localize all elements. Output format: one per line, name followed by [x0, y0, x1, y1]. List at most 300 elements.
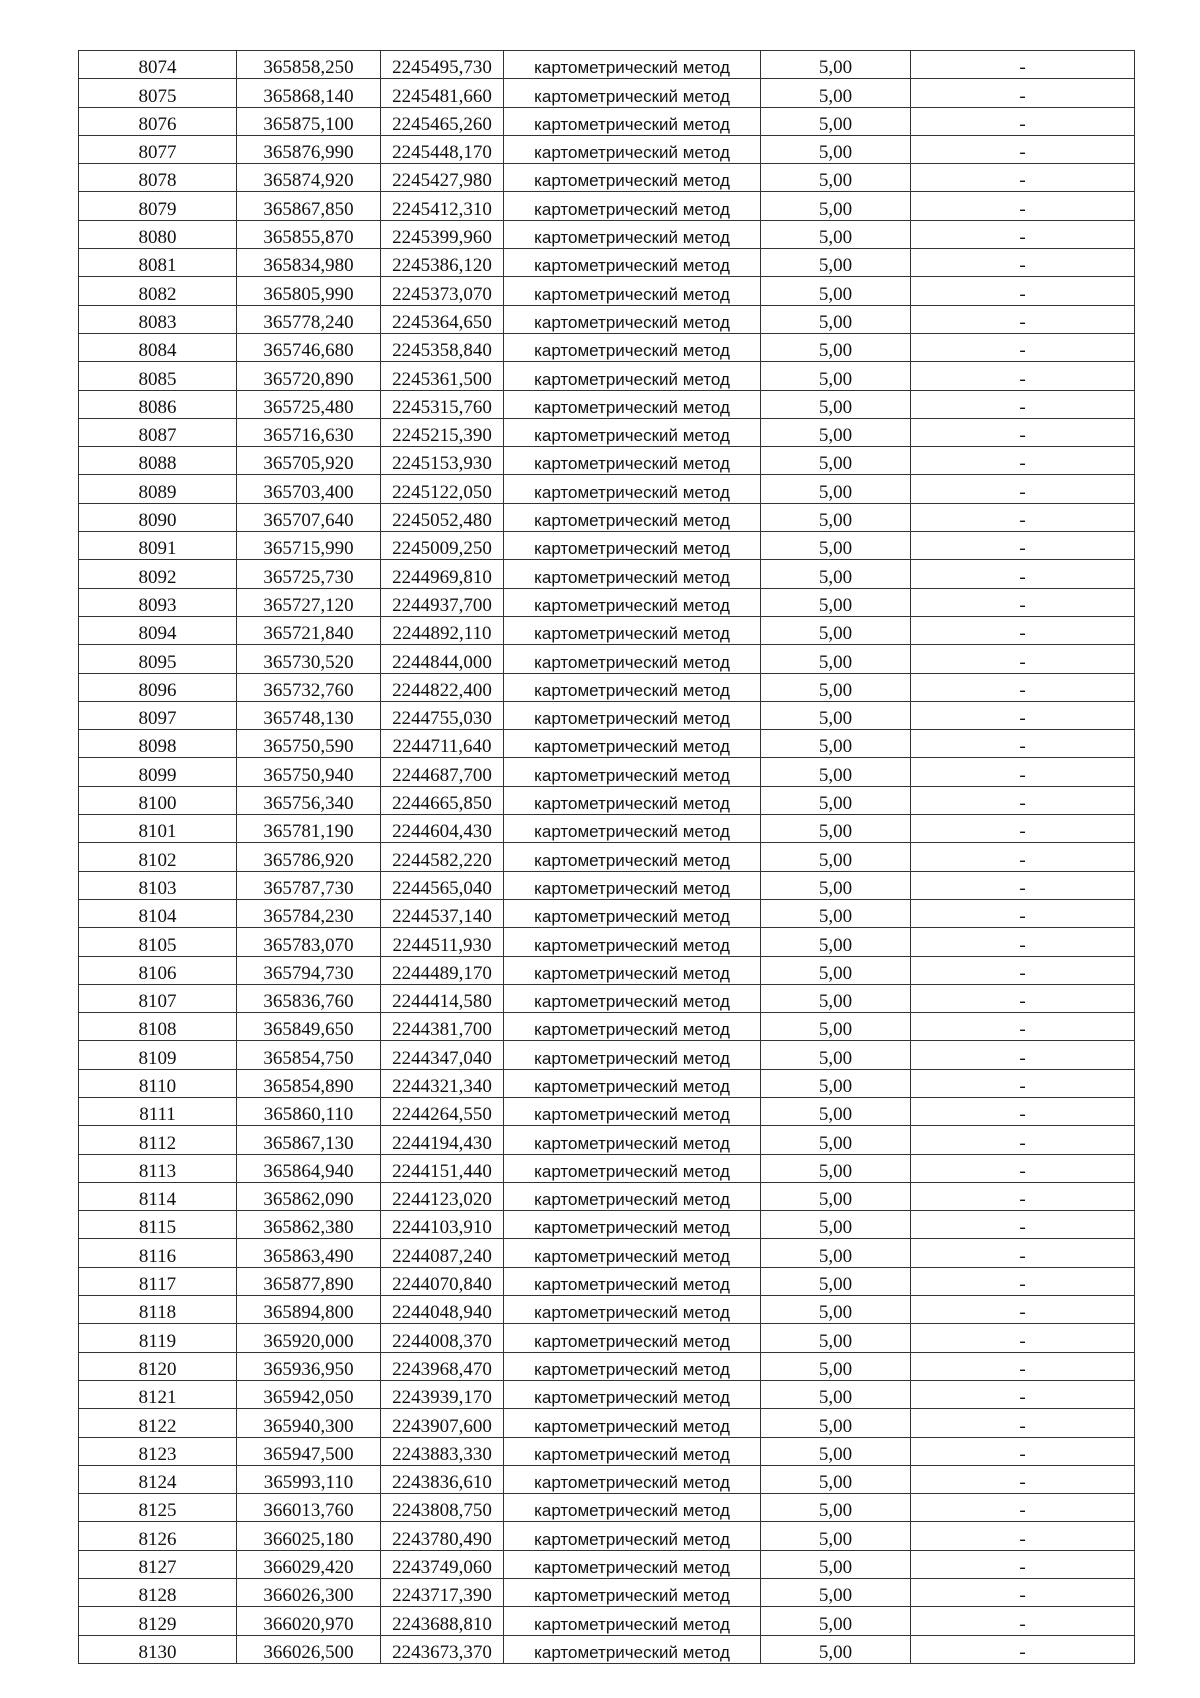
table-row — [79, 928, 1135, 956]
point-number-cell: 8096 — [79, 673, 237, 701]
accuracy-cell: 5,00 — [761, 1296, 911, 1324]
accuracy-cell: 5,00 — [761, 532, 911, 560]
method-cell: картометрический метод — [504, 1409, 761, 1437]
method-cell: картометрический метод — [504, 815, 761, 843]
note-cell: - — [911, 1069, 1135, 1097]
table-row — [79, 220, 1135, 248]
point-number-cell: 8114 — [79, 1182, 237, 1210]
method-cell: картометрический метод — [504, 532, 761, 560]
x-coordinate-cell: 365855,870 — [237, 220, 381, 248]
y-coordinate-cell: 2244103,910 — [381, 1211, 504, 1239]
table-row — [79, 871, 1135, 899]
method-cell: картометрический метод — [504, 843, 761, 871]
y-coordinate-cell: 2243836,610 — [381, 1465, 504, 1493]
accuracy-cell: 5,00 — [761, 1211, 911, 1239]
y-coordinate-cell: 2245427,980 — [381, 164, 504, 192]
method-cell: картометрический метод — [504, 1069, 761, 1097]
y-coordinate-cell: 2244665,850 — [381, 786, 504, 814]
note-cell: - — [911, 786, 1135, 814]
table-row — [79, 1522, 1135, 1550]
point-number-cell: 8089 — [79, 475, 237, 503]
table-row — [79, 418, 1135, 446]
x-coordinate-cell: 365720,890 — [237, 362, 381, 390]
accuracy-cell: 5,00 — [761, 1239, 911, 1267]
accuracy-cell: 5,00 — [761, 79, 911, 107]
note-cell: - — [911, 843, 1135, 871]
note-cell: - — [911, 673, 1135, 701]
accuracy-cell: 5,00 — [761, 956, 911, 984]
table-row — [79, 560, 1135, 588]
method-cell: картометрический метод — [504, 1607, 761, 1635]
method-cell: картометрический метод — [504, 277, 761, 305]
method-cell: картометрический метод — [504, 1550, 761, 1578]
table-row — [79, 1352, 1135, 1380]
point-number-cell: 8104 — [79, 899, 237, 927]
note-cell: - — [911, 532, 1135, 560]
x-coordinate-cell: 365705,920 — [237, 447, 381, 475]
x-coordinate-cell: 365756,340 — [237, 786, 381, 814]
note-cell: - — [911, 588, 1135, 616]
method-cell: картометрический метод — [504, 220, 761, 248]
point-number-cell: 8092 — [79, 560, 237, 588]
accuracy-cell: 5,00 — [761, 164, 911, 192]
note-cell: - — [911, 1097, 1135, 1125]
table-row — [79, 1097, 1135, 1125]
accuracy-cell: 5,00 — [761, 390, 911, 418]
accuracy-cell: 5,00 — [761, 899, 911, 927]
point-number-cell: 8080 — [79, 220, 237, 248]
y-coordinate-cell: 2245399,960 — [381, 220, 504, 248]
method-cell: картометрический метод — [504, 1380, 761, 1408]
note-cell: - — [911, 1296, 1135, 1324]
table-row — [79, 1239, 1135, 1267]
x-coordinate-cell: 365834,980 — [237, 249, 381, 277]
accuracy-cell: 5,00 — [761, 1097, 911, 1125]
method-cell: картометрический метод — [504, 871, 761, 899]
table-row — [79, 899, 1135, 927]
x-coordinate-cell: 365716,630 — [237, 418, 381, 446]
y-coordinate-cell: 2243673,370 — [381, 1635, 504, 1663]
method-cell: картометрический метод — [504, 1437, 761, 1465]
x-coordinate-cell: 366025,180 — [237, 1522, 381, 1550]
note-cell: - — [911, 1494, 1135, 1522]
note-cell: - — [911, 305, 1135, 333]
x-coordinate-cell: 365942,050 — [237, 1380, 381, 1408]
y-coordinate-cell: 2243907,600 — [381, 1409, 504, 1437]
y-coordinate-cell: 2245373,070 — [381, 277, 504, 305]
x-coordinate-cell: 365940,300 — [237, 1409, 381, 1437]
point-number-cell: 8122 — [79, 1409, 237, 1437]
y-coordinate-cell: 2243780,490 — [381, 1522, 504, 1550]
note-cell: - — [911, 1635, 1135, 1663]
method-cell: картометрический метод — [504, 1267, 761, 1295]
accuracy-cell: 5,00 — [761, 1182, 911, 1210]
point-number-cell: 8085 — [79, 362, 237, 390]
table-row — [79, 984, 1135, 1012]
x-coordinate-cell: 365875,100 — [237, 107, 381, 135]
point-number-cell: 8093 — [79, 588, 237, 616]
method-cell: картометрический метод — [504, 1296, 761, 1324]
point-number-cell: 8074 — [79, 51, 237, 79]
x-coordinate-cell: 365874,920 — [237, 164, 381, 192]
method-cell: картометрический метод — [504, 560, 761, 588]
method-cell: картометрический метод — [504, 503, 761, 531]
table-row — [79, 107, 1135, 135]
table-row — [79, 1465, 1135, 1493]
accuracy-cell: 5,00 — [761, 135, 911, 163]
point-number-cell: 8108 — [79, 1013, 237, 1041]
table-row — [79, 135, 1135, 163]
y-coordinate-cell: 2244511,930 — [381, 928, 504, 956]
y-coordinate-cell: 2243968,470 — [381, 1352, 504, 1380]
accuracy-cell: 5,00 — [761, 447, 911, 475]
point-number-cell: 8113 — [79, 1154, 237, 1182]
note-cell: - — [911, 164, 1135, 192]
note-cell: - — [911, 1352, 1135, 1380]
table-row — [79, 616, 1135, 644]
table-row — [79, 758, 1135, 786]
point-number-cell: 8099 — [79, 758, 237, 786]
x-coordinate-cell: 366029,420 — [237, 1550, 381, 1578]
y-coordinate-cell: 2244194,430 — [381, 1126, 504, 1154]
x-coordinate-cell: 365727,120 — [237, 588, 381, 616]
table-row — [79, 164, 1135, 192]
x-coordinate-cell: 366026,300 — [237, 1579, 381, 1607]
y-coordinate-cell: 2244264,550 — [381, 1097, 504, 1125]
table-row — [79, 277, 1135, 305]
y-coordinate-cell: 2245358,840 — [381, 333, 504, 361]
method-cell: картометрический метод — [504, 1324, 761, 1352]
method-cell: картометрический метод — [504, 1465, 761, 1493]
method-cell: картометрический метод — [504, 390, 761, 418]
y-coordinate-cell: 2245364,650 — [381, 305, 504, 333]
note-cell: - — [911, 1437, 1135, 1465]
point-number-cell: 8094 — [79, 616, 237, 644]
y-coordinate-cell: 2244537,140 — [381, 899, 504, 927]
x-coordinate-cell: 365863,490 — [237, 1239, 381, 1267]
note-cell: - — [911, 815, 1135, 843]
y-coordinate-cell: 2243717,390 — [381, 1579, 504, 1607]
x-coordinate-cell: 365854,750 — [237, 1041, 381, 1069]
table-row — [79, 1409, 1135, 1437]
x-coordinate-cell: 365876,990 — [237, 135, 381, 163]
y-coordinate-cell: 2245412,310 — [381, 192, 504, 220]
point-number-cell: 8081 — [79, 249, 237, 277]
method-cell: картометрический метод — [504, 51, 761, 79]
accuracy-cell: 5,00 — [761, 1267, 911, 1295]
x-coordinate-cell: 365750,940 — [237, 758, 381, 786]
method-cell: картометрический метод — [504, 730, 761, 758]
point-number-cell: 8121 — [79, 1380, 237, 1408]
table-row — [79, 333, 1135, 361]
x-coordinate-cell: 365786,920 — [237, 843, 381, 871]
coordinates-table — [78, 50, 1135, 1664]
accuracy-cell: 5,00 — [761, 730, 911, 758]
x-coordinate-cell: 365784,230 — [237, 899, 381, 927]
table-row — [79, 1494, 1135, 1522]
method-cell: картометрический метод — [504, 475, 761, 503]
y-coordinate-cell: 2244755,030 — [381, 701, 504, 729]
table-row — [79, 956, 1135, 984]
y-coordinate-cell: 2244844,000 — [381, 645, 504, 673]
method-cell: картометрический метод — [504, 1522, 761, 1550]
note-cell: - — [911, 418, 1135, 446]
accuracy-cell: 5,00 — [761, 277, 911, 305]
y-coordinate-cell: 2244582,220 — [381, 843, 504, 871]
x-coordinate-cell: 366020,970 — [237, 1607, 381, 1635]
point-number-cell: 8078 — [79, 164, 237, 192]
point-number-cell: 8075 — [79, 79, 237, 107]
y-coordinate-cell: 2243749,060 — [381, 1550, 504, 1578]
method-cell: картометрический метод — [504, 1041, 761, 1069]
x-coordinate-cell: 365854,890 — [237, 1069, 381, 1097]
accuracy-cell: 5,00 — [761, 928, 911, 956]
y-coordinate-cell: 2244937,700 — [381, 588, 504, 616]
point-number-cell: 8100 — [79, 786, 237, 814]
point-number-cell: 8110 — [79, 1069, 237, 1097]
point-number-cell: 8105 — [79, 928, 237, 956]
y-coordinate-cell: 2244070,840 — [381, 1267, 504, 1295]
table-row — [79, 1211, 1135, 1239]
method-cell: картометрический метод — [504, 1635, 761, 1663]
accuracy-cell: 5,00 — [761, 1380, 911, 1408]
x-coordinate-cell: 365746,680 — [237, 333, 381, 361]
table-row — [79, 1069, 1135, 1097]
note-cell: - — [911, 928, 1135, 956]
method-cell: картометрический метод — [504, 673, 761, 701]
x-coordinate-cell: 365732,760 — [237, 673, 381, 701]
x-coordinate-cell: 365781,190 — [237, 815, 381, 843]
y-coordinate-cell: 2244321,340 — [381, 1069, 504, 1097]
x-coordinate-cell: 365894,800 — [237, 1296, 381, 1324]
note-cell: - — [911, 135, 1135, 163]
x-coordinate-cell: 365993,110 — [237, 1465, 381, 1493]
y-coordinate-cell: 2244008,370 — [381, 1324, 504, 1352]
point-number-cell: 8111 — [79, 1097, 237, 1125]
accuracy-cell: 5,00 — [761, 588, 911, 616]
method-cell: картометрический метод — [504, 1211, 761, 1239]
note-cell: - — [911, 1550, 1135, 1578]
method-cell: картометрический метод — [504, 305, 761, 333]
table-row — [79, 362, 1135, 390]
method-cell: картометрический метод — [504, 447, 761, 475]
y-coordinate-cell: 2243939,170 — [381, 1380, 504, 1408]
x-coordinate-cell: 365867,130 — [237, 1126, 381, 1154]
table-row — [79, 503, 1135, 531]
method-cell: картометрический метод — [504, 1097, 761, 1125]
accuracy-cell: 5,00 — [761, 1579, 911, 1607]
y-coordinate-cell: 2245465,260 — [381, 107, 504, 135]
note-cell: - — [911, 1607, 1135, 1635]
x-coordinate-cell: 365715,990 — [237, 532, 381, 560]
method-cell: картометрический метод — [504, 1013, 761, 1041]
accuracy-cell: 5,00 — [761, 673, 911, 701]
table-row — [79, 475, 1135, 503]
method-cell: картометрический метод — [504, 701, 761, 729]
table-row — [79, 1579, 1135, 1607]
point-number-cell: 8126 — [79, 1522, 237, 1550]
y-coordinate-cell: 2244151,440 — [381, 1154, 504, 1182]
y-coordinate-cell: 2245052,480 — [381, 503, 504, 531]
x-coordinate-cell: 365868,140 — [237, 79, 381, 107]
point-number-cell: 8097 — [79, 701, 237, 729]
note-cell: - — [911, 1579, 1135, 1607]
accuracy-cell: 5,00 — [761, 871, 911, 899]
table-row — [79, 730, 1135, 758]
method-cell: картометрический метод — [504, 107, 761, 135]
accuracy-cell: 5,00 — [761, 305, 911, 333]
table-row — [79, 249, 1135, 277]
table-row — [79, 1437, 1135, 1465]
method-cell: картометрический метод — [504, 928, 761, 956]
y-coordinate-cell: 2244123,020 — [381, 1182, 504, 1210]
method-cell: картометрический метод — [504, 418, 761, 446]
note-cell: - — [911, 1126, 1135, 1154]
accuracy-cell: 5,00 — [761, 1013, 911, 1041]
accuracy-cell: 5,00 — [761, 616, 911, 644]
y-coordinate-cell: 2245009,250 — [381, 532, 504, 560]
accuracy-cell: 5,00 — [761, 1494, 911, 1522]
point-number-cell: 8129 — [79, 1607, 237, 1635]
table-row — [79, 843, 1135, 871]
table-row — [79, 390, 1135, 418]
accuracy-cell: 5,00 — [761, 701, 911, 729]
note-cell: - — [911, 333, 1135, 361]
note-cell: - — [911, 475, 1135, 503]
table-row — [79, 51, 1135, 79]
x-coordinate-cell: 365783,070 — [237, 928, 381, 956]
method-cell: картометрический метод — [504, 1352, 761, 1380]
method-cell: картометрический метод — [504, 1239, 761, 1267]
note-cell: - — [911, 277, 1135, 305]
accuracy-cell: 5,00 — [761, 984, 911, 1012]
method-cell: картометрический метод — [504, 786, 761, 814]
point-number-cell: 8083 — [79, 305, 237, 333]
note-cell: - — [911, 758, 1135, 786]
point-number-cell: 8102 — [79, 843, 237, 871]
note-cell: - — [911, 503, 1135, 531]
table-row — [79, 447, 1135, 475]
accuracy-cell: 5,00 — [761, 815, 911, 843]
y-coordinate-cell: 2244381,700 — [381, 1013, 504, 1041]
note-cell: - — [911, 362, 1135, 390]
y-coordinate-cell: 2244087,240 — [381, 1239, 504, 1267]
y-coordinate-cell: 2244892,110 — [381, 616, 504, 644]
point-number-cell: 8077 — [79, 135, 237, 163]
accuracy-cell: 5,00 — [761, 786, 911, 814]
note-cell: - — [911, 1267, 1135, 1295]
point-number-cell: 8120 — [79, 1352, 237, 1380]
accuracy-cell: 5,00 — [761, 758, 911, 786]
y-coordinate-cell: 2245481,660 — [381, 79, 504, 107]
method-cell: картометрический метод — [504, 616, 761, 644]
table-row — [79, 1041, 1135, 1069]
note-cell: - — [911, 1409, 1135, 1437]
x-coordinate-cell: 365721,840 — [237, 616, 381, 644]
method-cell: картометрический метод — [504, 758, 761, 786]
accuracy-cell: 5,00 — [761, 1324, 911, 1352]
note-cell: - — [911, 871, 1135, 899]
note-cell: - — [911, 1380, 1135, 1408]
point-number-cell: 8117 — [79, 1267, 237, 1295]
method-cell: картометрический метод — [504, 588, 761, 616]
method-cell: картометрический метод — [504, 899, 761, 927]
y-coordinate-cell: 2245386,120 — [381, 249, 504, 277]
method-cell: картометрический метод — [504, 956, 761, 984]
point-number-cell: 8084 — [79, 333, 237, 361]
accuracy-cell: 5,00 — [761, 1607, 911, 1635]
point-number-cell: 8091 — [79, 532, 237, 560]
point-number-cell: 8095 — [79, 645, 237, 673]
table-row — [79, 1550, 1135, 1578]
accuracy-cell: 5,00 — [761, 1437, 911, 1465]
accuracy-cell: 5,00 — [761, 1522, 911, 1550]
note-cell: - — [911, 1013, 1135, 1041]
note-cell: - — [911, 1041, 1135, 1069]
table-row — [79, 701, 1135, 729]
y-coordinate-cell: 2245448,170 — [381, 135, 504, 163]
table-row — [79, 1380, 1135, 1408]
accuracy-cell: 5,00 — [761, 560, 911, 588]
x-coordinate-cell: 365860,110 — [237, 1097, 381, 1125]
note-cell: - — [911, 645, 1135, 673]
x-coordinate-cell: 365707,640 — [237, 503, 381, 531]
coordinates-table-body — [79, 51, 1135, 1664]
x-coordinate-cell: 365787,730 — [237, 871, 381, 899]
point-number-cell: 8130 — [79, 1635, 237, 1663]
table-row — [79, 588, 1135, 616]
y-coordinate-cell: 2245495,730 — [381, 51, 504, 79]
method-cell: картометрический метод — [504, 192, 761, 220]
accuracy-cell: 5,00 — [761, 1409, 911, 1437]
point-number-cell: 8125 — [79, 1494, 237, 1522]
accuracy-cell: 5,00 — [761, 192, 911, 220]
accuracy-cell: 5,00 — [761, 843, 911, 871]
table-row — [79, 645, 1135, 673]
accuracy-cell: 5,00 — [761, 418, 911, 446]
point-number-cell: 8123 — [79, 1437, 237, 1465]
x-coordinate-cell: 365836,760 — [237, 984, 381, 1012]
table-row — [79, 1154, 1135, 1182]
accuracy-cell: 5,00 — [761, 503, 911, 531]
point-number-cell: 8087 — [79, 418, 237, 446]
x-coordinate-cell: 365805,990 — [237, 277, 381, 305]
point-number-cell: 8115 — [79, 1211, 237, 1239]
y-coordinate-cell: 2244711,640 — [381, 730, 504, 758]
method-cell: картометрический метод — [504, 1494, 761, 1522]
point-number-cell: 8128 — [79, 1579, 237, 1607]
y-coordinate-cell: 2244048,940 — [381, 1296, 504, 1324]
accuracy-cell: 5,00 — [761, 51, 911, 79]
table-row — [79, 815, 1135, 843]
y-coordinate-cell: 2243688,810 — [381, 1607, 504, 1635]
point-number-cell: 8116 — [79, 1239, 237, 1267]
note-cell: - — [911, 249, 1135, 277]
accuracy-cell: 5,00 — [761, 1550, 911, 1578]
point-number-cell: 8076 — [79, 107, 237, 135]
y-coordinate-cell: 2245122,050 — [381, 475, 504, 503]
point-number-cell: 8088 — [79, 447, 237, 475]
x-coordinate-cell: 365862,380 — [237, 1211, 381, 1239]
note-cell: - — [911, 192, 1135, 220]
method-cell: картометрический метод — [504, 1182, 761, 1210]
method-cell: картометрический метод — [504, 984, 761, 1012]
note-cell: - — [911, 220, 1135, 248]
x-coordinate-cell: 365947,500 — [237, 1437, 381, 1465]
method-cell: картометрический метод — [504, 79, 761, 107]
note-cell: - — [911, 616, 1135, 644]
accuracy-cell: 5,00 — [761, 362, 911, 390]
